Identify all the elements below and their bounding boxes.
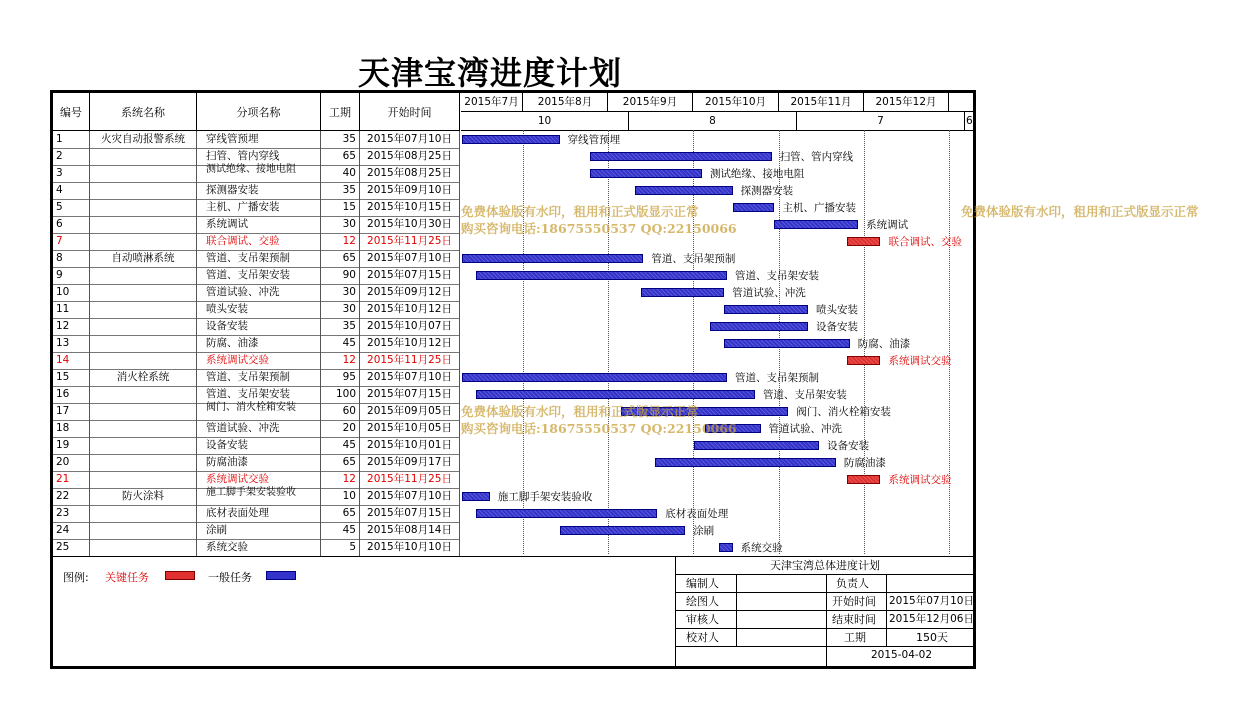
row-number: 5	[53, 199, 90, 216]
row-task-name: 主机、广播安装	[197, 199, 321, 216]
task-bar	[462, 254, 643, 263]
task-bar	[635, 186, 733, 195]
row-system-name	[90, 182, 197, 199]
task-bar-label: 管道、支吊架预制	[735, 372, 820, 384]
row-number: 25	[53, 539, 90, 556]
title-block-end-label: 结束时间	[832, 613, 876, 626]
watermark-text: 免费体验版有水印，租用和正式版显示正常	[961, 204, 1199, 219]
row-start-date: 2015年11月25日	[360, 233, 460, 250]
row-system-name	[90, 403, 197, 420]
row-number: 4	[53, 182, 90, 199]
row-number: 21	[53, 471, 90, 488]
row-task-name: 防腐、油漆	[197, 335, 321, 352]
row-start-date: 2015年07月10日	[360, 131, 460, 148]
task-bar-label: 底材表面处理	[665, 508, 729, 520]
row-start-date: 2015年10月12日	[360, 335, 460, 352]
row-task-name: 系统调试	[197, 216, 321, 233]
task-bar	[641, 288, 725, 297]
row-start-date: 2015年07月15日	[360, 505, 460, 522]
table-row	[53, 233, 460, 251]
row-system-name	[90, 471, 197, 488]
row-system-name	[90, 539, 197, 556]
table-row	[53, 505, 460, 523]
row-start-date: 2015年07月10日	[360, 488, 460, 505]
gantt-frame	[50, 90, 1199, 669]
table-row	[53, 352, 460, 370]
table-row	[53, 267, 460, 285]
week-count: 10	[461, 112, 629, 130]
task-bar-label: 测试绝缘、接地电阻	[709, 168, 805, 180]
title-block-start-value: 2015年07月10日	[889, 595, 974, 607]
critical-task-bar	[847, 237, 880, 246]
row-start-date: 2015年10月01日	[360, 437, 460, 454]
task-bar-label: 设备安装	[815, 321, 858, 333]
task-bar-label: 阀门、消火栓箱安装	[796, 406, 891, 418]
row-duration: 35	[321, 318, 360, 335]
title-block-start-label: 开始时间	[832, 595, 876, 608]
row-start-date: 2015年08月25日	[360, 165, 460, 182]
task-bar-label: 管道、支吊架预制	[651, 253, 736, 265]
row-number: 2	[53, 148, 90, 165]
task-bar-label: 喷头安装	[815, 304, 858, 316]
row-number: 15	[53, 369, 90, 386]
row-duration: 65	[321, 454, 360, 471]
row-task-name: 管道、支吊架安装	[197, 267, 321, 284]
row-number: 20	[53, 454, 90, 471]
row-task-name: 阀门、消火栓箱安装	[197, 403, 321, 420]
watermark-text: 免费体验版有水印，租用和正式版显示正常	[461, 204, 699, 219]
row-system-name	[90, 437, 197, 454]
row-system-name	[90, 522, 197, 539]
row-start-date: 2015年07月15日	[360, 386, 460, 403]
row-duration: 45	[321, 522, 360, 539]
legend-normal-swatch	[266, 571, 296, 580]
row-number: 1	[53, 131, 90, 148]
row-start-date: 2015年09月12日	[360, 284, 460, 301]
task-bar-label: 联合调试、交验	[888, 236, 962, 248]
row-system-name: 防火涂料	[90, 488, 197, 505]
title-block-duration-value: 150天	[916, 631, 948, 644]
row-start-date: 2015年10月30日	[360, 216, 460, 233]
task-bar	[462, 373, 727, 382]
row-system-name	[90, 165, 197, 182]
table-row	[53, 369, 460, 387]
task-bar-label: 施工脚手架安装验收	[497, 491, 593, 503]
row-task-name: 喷头安装	[197, 301, 321, 318]
row-task-name: 防腐油漆	[197, 454, 321, 471]
task-bar-label: 主机、广播安装	[782, 202, 856, 214]
row-system-name	[90, 352, 197, 369]
row-start-date: 2015年08月25日	[360, 148, 460, 165]
row-duration: 5	[321, 539, 360, 556]
header-start: 开始时间	[360, 93, 460, 130]
task-bar	[774, 220, 858, 229]
row-duration: 65	[321, 505, 360, 522]
row-number: 22	[53, 488, 90, 505]
critical-task-bar	[847, 475, 880, 484]
task-bar-label: 系统调试交验	[888, 474, 952, 486]
task-bar	[719, 543, 733, 552]
title-block-date: 2015-04-02	[871, 649, 933, 661]
watermark-text: 免费体验版有水印，租用和正式版显示正常	[461, 404, 699, 419]
page-title: 天津宝湾进度计划	[357, 54, 622, 92]
row-system-name	[90, 301, 197, 318]
table-row	[53, 250, 460, 268]
row-system-name: 自动喷淋系统	[90, 250, 197, 267]
row-duration: 35	[321, 182, 360, 199]
legend-critical-label: 关键任务	[105, 571, 149, 584]
row-start-date: 2015年10月15日	[360, 199, 460, 216]
row-start-date: 2015年07月15日	[360, 267, 460, 284]
table-row	[53, 199, 460, 217]
row-task-name: 管道、支吊架预制	[197, 250, 321, 267]
row-duration: 65	[321, 250, 360, 267]
task-bar-label: 穿线管预埋	[567, 134, 621, 146]
table-row	[53, 454, 460, 472]
row-task-name: 穿线管预埋	[197, 131, 321, 148]
row-number: 3	[53, 165, 90, 182]
task-bar	[694, 441, 820, 450]
row-system-name	[90, 454, 197, 471]
row-system-name: 消火栓系统	[90, 369, 197, 386]
title-block-responsible: 负责人	[836, 577, 869, 590]
row-system-name	[90, 386, 197, 403]
row-task-name: 管道试验、冲洗	[197, 284, 321, 301]
row-system-name	[90, 148, 197, 165]
row-duration: 95	[321, 369, 360, 386]
task-bar-label: 探测器安装	[740, 185, 794, 197]
legend-critical-swatch	[165, 571, 195, 580]
task-bar	[590, 169, 702, 178]
task-bar-label: 设备安装	[827, 440, 870, 452]
row-task-name: 底材表面处理	[197, 505, 321, 522]
row-duration: 10	[321, 488, 360, 505]
month-label: 2015年9月	[608, 93, 693, 111]
table-row	[53, 131, 460, 149]
row-task-name: 系统交验	[197, 539, 321, 556]
task-bar	[476, 271, 727, 280]
watermark-text: 购买咨询电话:18675550537 QQ:22150066	[461, 221, 737, 236]
row-start-date: 2015年11月25日	[360, 471, 460, 488]
row-duration: 12	[321, 352, 360, 369]
row-duration: 40	[321, 165, 360, 182]
row-start-date: 2015年07月10日	[360, 250, 460, 267]
table-row	[53, 488, 460, 506]
row-start-date: 2015年08月14日	[360, 522, 460, 539]
row-task-name: 设备安装	[197, 318, 321, 335]
row-system-name	[90, 233, 197, 250]
month-label: 2015年8月	[523, 93, 608, 111]
row-start-date: 2015年11月25日	[360, 352, 460, 369]
header-task: 分项名称	[197, 93, 321, 130]
row-number: 8	[53, 250, 90, 267]
header-system: 系统名称	[90, 93, 197, 130]
task-bar-label: 系统交验	[740, 542, 783, 554]
title-block-duration-label: 工期	[844, 631, 866, 644]
task-bar	[724, 305, 808, 314]
table-row	[53, 182, 460, 200]
row-number: 11	[53, 301, 90, 318]
row-system-name	[90, 318, 197, 335]
legend-label: 图例:	[63, 571, 89, 584]
row-number: 7	[53, 233, 90, 250]
task-bar-label: 管道、支吊架安装	[735, 270, 820, 282]
table-row	[53, 284, 460, 302]
month-label: 2015年11月	[779, 93, 864, 111]
task-bar	[733, 203, 775, 212]
row-task-name: 探测器安装	[197, 182, 321, 199]
header-num: 编号	[53, 93, 90, 130]
row-task-name: 系统调试交验	[197, 471, 321, 488]
row-duration: 90	[321, 267, 360, 284]
row-system-name	[90, 284, 197, 301]
task-bar	[560, 526, 686, 535]
row-duration: 100	[321, 386, 360, 403]
table-row	[53, 420, 460, 438]
table-row	[53, 216, 460, 234]
title-block-compiler: 编制人	[686, 577, 719, 590]
row-duration: 45	[321, 335, 360, 352]
legend	[63, 569, 363, 589]
title-block	[675, 556, 974, 666]
row-task-name: 联合调试、交验	[197, 233, 321, 250]
legend-normal-label: 一般任务	[208, 571, 252, 584]
table-row	[53, 335, 460, 353]
header-duration: 工期	[321, 93, 360, 130]
table-row	[53, 539, 460, 557]
task-bar-label: 防腐、油漆	[857, 338, 911, 350]
row-duration: 30	[321, 284, 360, 301]
row-system-name	[90, 199, 197, 216]
task-bar-label: 管道试验、冲洗	[768, 423, 843, 435]
row-system-name	[90, 335, 197, 352]
row-duration: 65	[321, 148, 360, 165]
week-count: 8	[629, 112, 797, 130]
row-number: 14	[53, 352, 90, 369]
row-number: 6	[53, 216, 90, 233]
week-count: 7	[797, 112, 965, 130]
row-number: 19	[53, 437, 90, 454]
row-number: 9	[53, 267, 90, 284]
row-number: 24	[53, 522, 90, 539]
row-duration: 30	[321, 216, 360, 233]
row-start-date: 2015年10月12日	[360, 301, 460, 318]
month-label: 2015年12月	[864, 93, 949, 111]
row-start-date: 2015年10月05日	[360, 420, 460, 437]
week-count: 6	[966, 115, 973, 127]
month-label: 2015年10月	[693, 93, 779, 111]
row-duration: 20	[321, 420, 360, 437]
row-number: 12	[53, 318, 90, 335]
row-task-name: 涂刷	[197, 522, 321, 539]
row-start-date: 2015年07月10日	[360, 369, 460, 386]
row-task-name: 管道、支吊架预制	[197, 369, 321, 386]
row-start-date: 2015年09月10日	[360, 182, 460, 199]
row-number: 13	[53, 335, 90, 352]
task-bar	[462, 492, 490, 501]
row-number: 17	[53, 403, 90, 420]
table-row	[53, 437, 460, 455]
table-header	[53, 93, 460, 131]
task-bar	[724, 339, 850, 348]
row-system-name: 火灾自动报警系统	[90, 131, 197, 148]
row-number: 10	[53, 284, 90, 301]
row-task-name: 施工脚手架安装验收	[197, 488, 321, 505]
task-bar	[655, 458, 836, 467]
row-system-name	[90, 216, 197, 233]
row-task-name: 系统调试交验	[197, 352, 321, 369]
row-task-name: 测试绝缘、接地电阻	[197, 165, 321, 182]
timeline-header	[461, 93, 973, 131]
row-task-name: 管道、支吊架安装	[197, 386, 321, 403]
task-bar	[590, 152, 771, 161]
table-row	[53, 403, 460, 421]
task-bar	[462, 135, 560, 144]
table-row	[53, 301, 460, 319]
row-number: 16	[53, 386, 90, 403]
task-bar-label: 涂刷	[693, 525, 715, 537]
title-block-drawer: 绘图人	[686, 595, 719, 608]
task-bar-label: 扫管、管内穿线	[779, 151, 854, 163]
row-duration: 15	[321, 199, 360, 216]
table-row	[53, 165, 460, 183]
row-system-name	[90, 505, 197, 522]
critical-task-bar	[847, 356, 880, 365]
task-bar-label: 防腐油漆	[843, 457, 886, 469]
row-number: 23	[53, 505, 90, 522]
row-task-name: 设备安装	[197, 437, 321, 454]
row-system-name	[90, 420, 197, 437]
row-duration: 12	[321, 471, 360, 488]
row-duration: 45	[321, 437, 360, 454]
task-bar	[710, 322, 808, 331]
title-block-project: 天津宝湾总体进度计划	[770, 559, 880, 572]
row-duration: 60	[321, 403, 360, 420]
row-duration: 30	[321, 301, 360, 318]
task-bar-label: 系统调试交验	[888, 355, 952, 367]
task-bar	[476, 509, 657, 518]
row-task-name: 管道试验、冲洗	[197, 420, 321, 437]
table-row	[53, 318, 460, 336]
title-block-end-value: 2015年12月06日	[889, 613, 974, 625]
task-bar-label: 管道、支吊架安装	[762, 389, 847, 401]
row-duration: 35	[321, 131, 360, 148]
task-bar	[476, 390, 755, 399]
row-system-name	[90, 267, 197, 284]
row-task-name: 扫管、管内穿线	[197, 148, 321, 165]
watermark-text: 购买咨询电话:18675550537 QQ:22150066	[461, 421, 737, 436]
table-row	[53, 522, 460, 540]
row-start-date: 2015年09月17日	[360, 454, 460, 471]
row-duration: 12	[321, 233, 360, 250]
task-bar-label: 管道试验、冲洗	[732, 287, 806, 299]
row-start-date: 2015年10月10日	[360, 539, 460, 556]
row-start-date: 2015年10月07日	[360, 318, 460, 335]
title-block-checker: 校对人	[686, 631, 719, 644]
row-number: 18	[53, 420, 90, 437]
row-start-date: 2015年09月05日	[360, 403, 460, 420]
month-label: 2015年7月	[461, 93, 523, 111]
title-block-reviewer: 审核人	[686, 613, 719, 626]
task-bar-label: 系统调试	[866, 219, 909, 231]
